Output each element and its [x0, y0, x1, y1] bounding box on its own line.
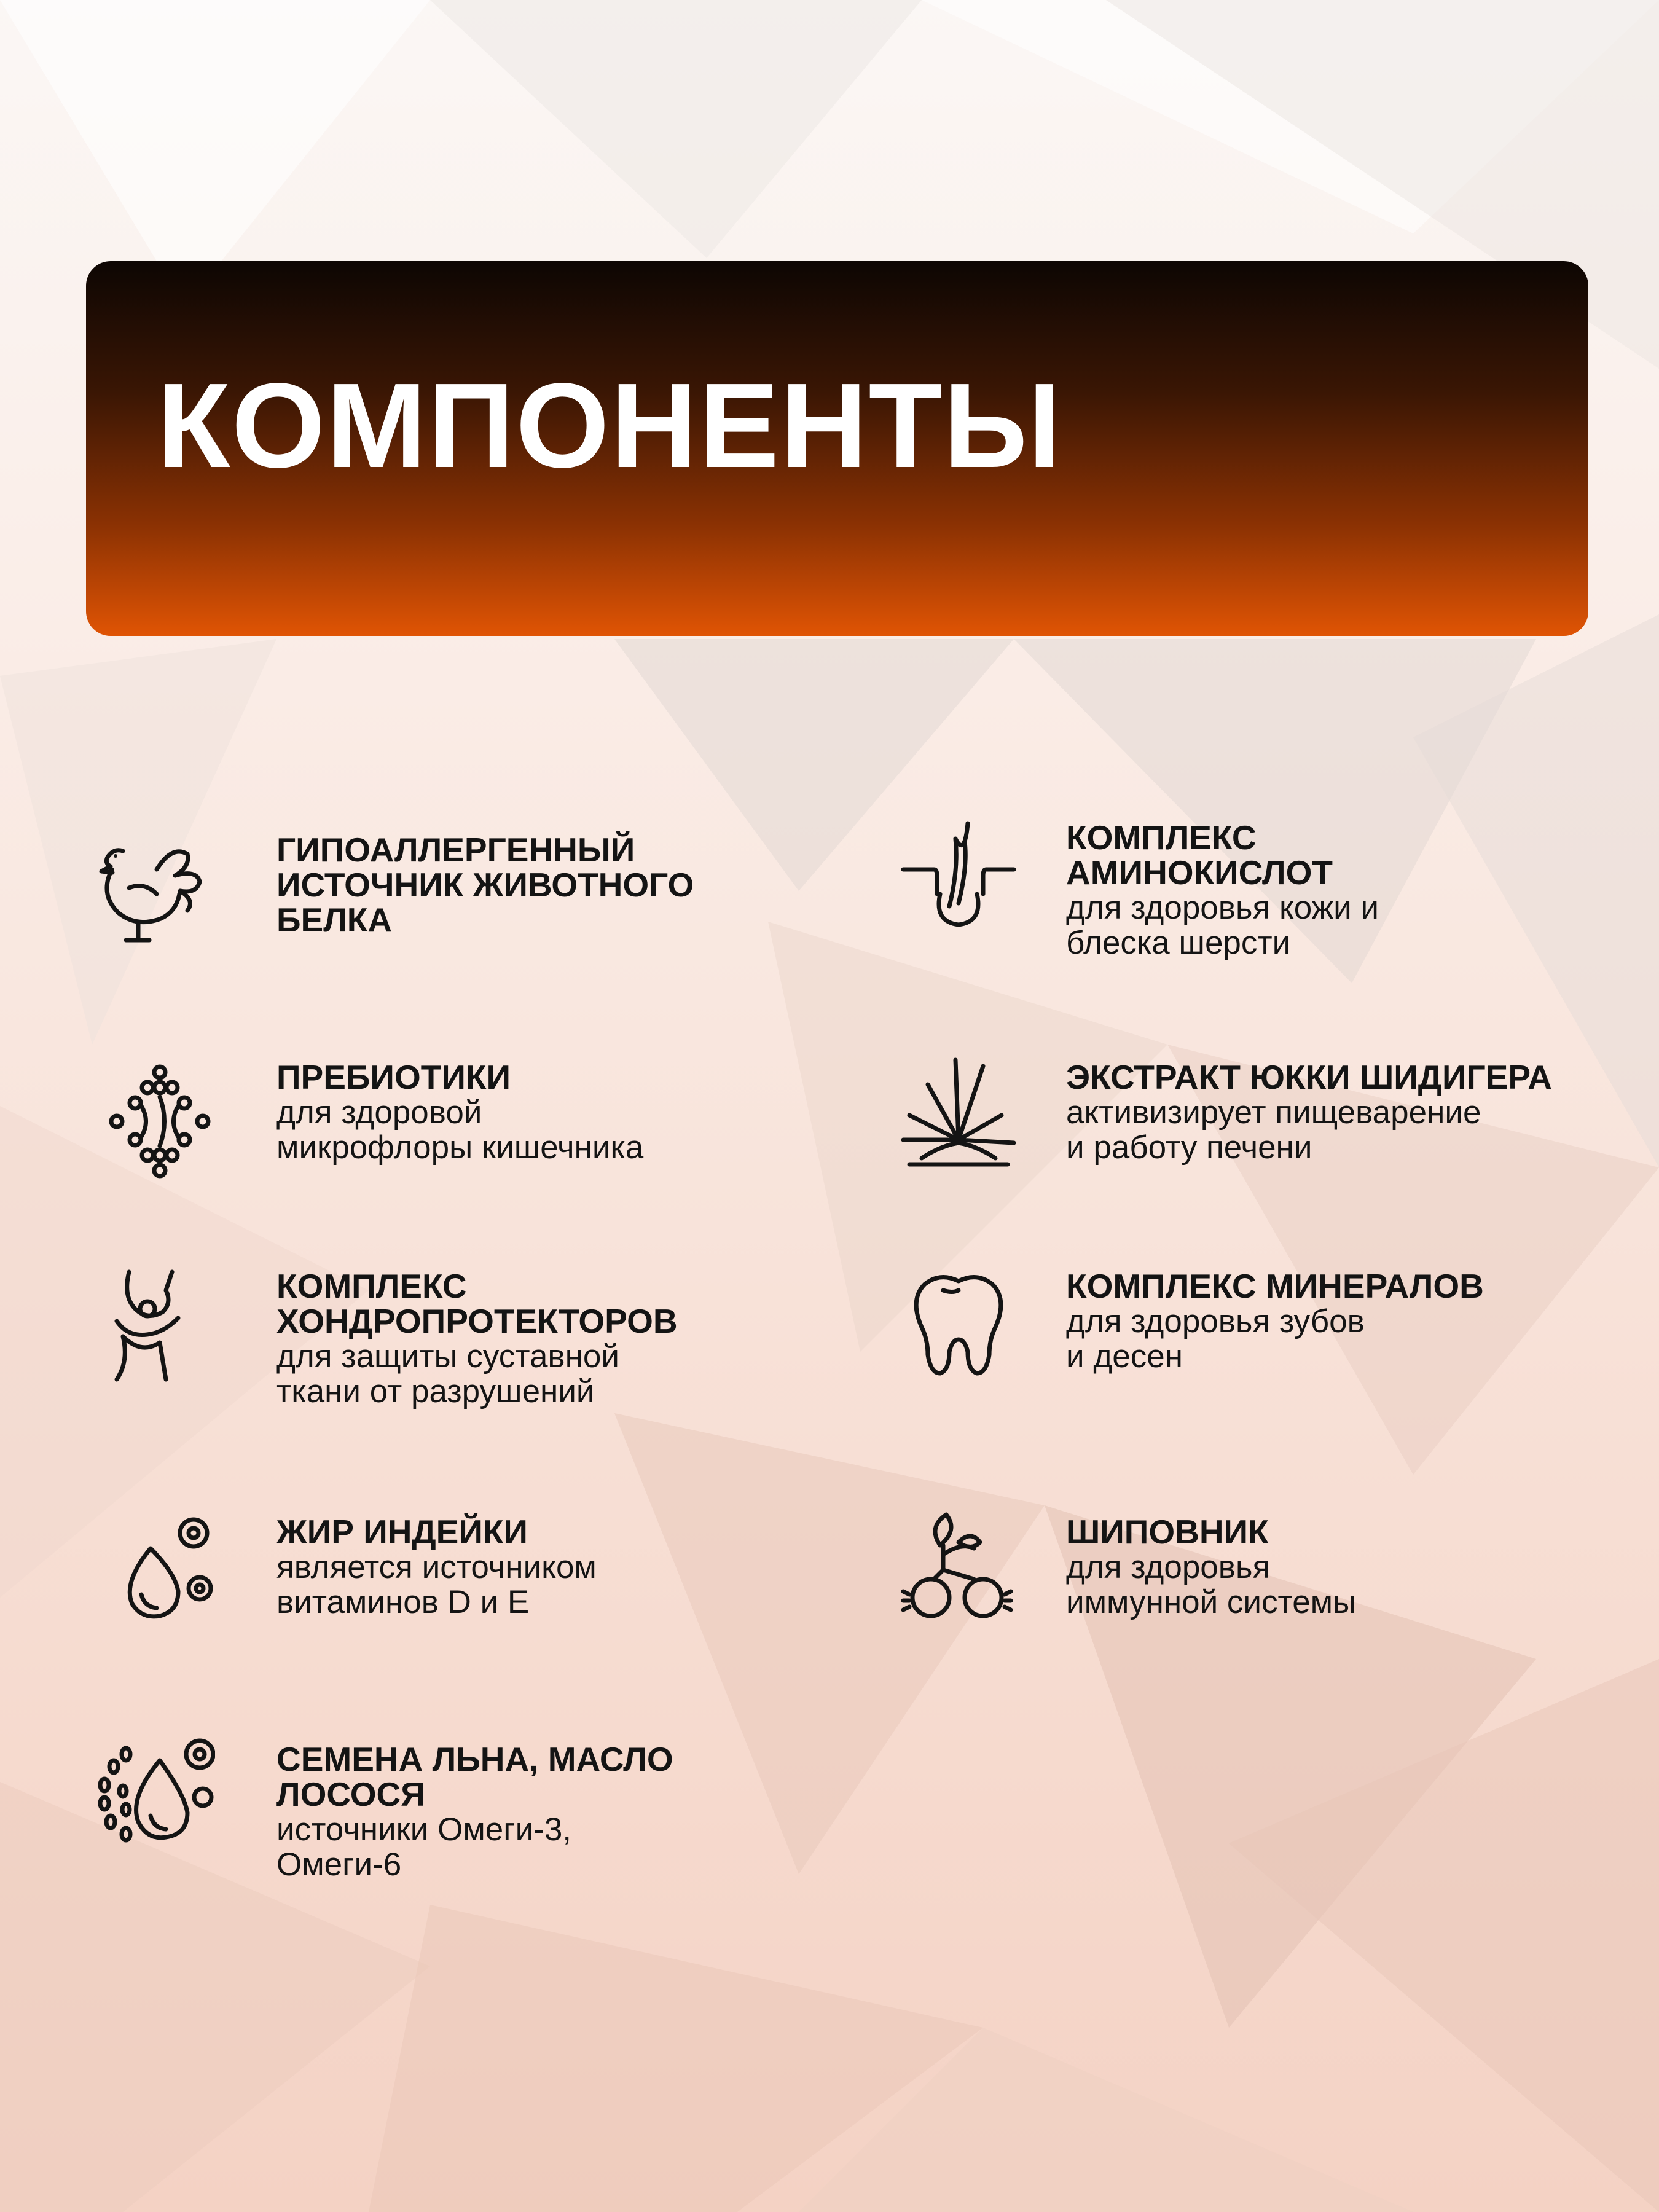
- header-banner: [86, 261, 1588, 636]
- seeds-oil-icon: [92, 1736, 215, 1859]
- item-title: ПРЕБИОТИКИ: [276, 1058, 511, 1096]
- item-title: ШИПОВНИК: [1066, 1513, 1269, 1551]
- joint-icon: [86, 1263, 209, 1386]
- yucca-icon: [897, 1048, 1020, 1171]
- tooth-icon: [897, 1263, 1020, 1386]
- hair-follicle-icon: [897, 814, 1020, 937]
- item-description: для здоровья зубов и десен: [1066, 1303, 1365, 1375]
- item-description: для здоровья иммунной системы: [1066, 1549, 1357, 1620]
- item-title: ЭКСТРАКТ ЮККИ ШИДИГЕРА: [1066, 1058, 1552, 1096]
- item-description: для здоровой микрофлоры кишечника: [276, 1094, 644, 1166]
- page-title: КОМПОНЕНТЫ: [157, 358, 1063, 493]
- item-title: СЕМЕНА ЛЬНА, МАСЛО ЛОСОСЯ: [276, 1740, 673, 1813]
- item-description: является источником витаминов D и E: [276, 1549, 597, 1620]
- turkey-icon: [86, 826, 209, 949]
- rosehip-icon: [897, 1508, 1020, 1631]
- item-title: КОМПЛЕКС АМИНОКИСЛОТ: [1066, 818, 1333, 892]
- item-description: для здоровья кожи и блеска шерсти: [1066, 890, 1379, 961]
- item-description: для защиты суставной ткани от разрушений: [276, 1338, 619, 1410]
- item-description: источники Омеги-3, Омеги-6: [276, 1811, 572, 1883]
- item-title: КОМПЛЕКС ХОНДРОПРОТЕКТОРОВ: [276, 1267, 678, 1340]
- prebiotics-icon: [98, 1060, 221, 1183]
- item-title: ГИПОАЛЛЕРГЕННЫЙ ИСТОЧНИК ЖИВОТНОГО БЕЛКА: [276, 831, 694, 939]
- item-description: активизирует пищеварение и работу печени: [1066, 1094, 1481, 1166]
- fat-drop-icon: [117, 1515, 240, 1637]
- item-title: ЖИР ИНДЕЙКИ: [276, 1513, 528, 1551]
- item-title: КОМПЛЕКС МИНЕРАЛОВ: [1066, 1267, 1484, 1305]
